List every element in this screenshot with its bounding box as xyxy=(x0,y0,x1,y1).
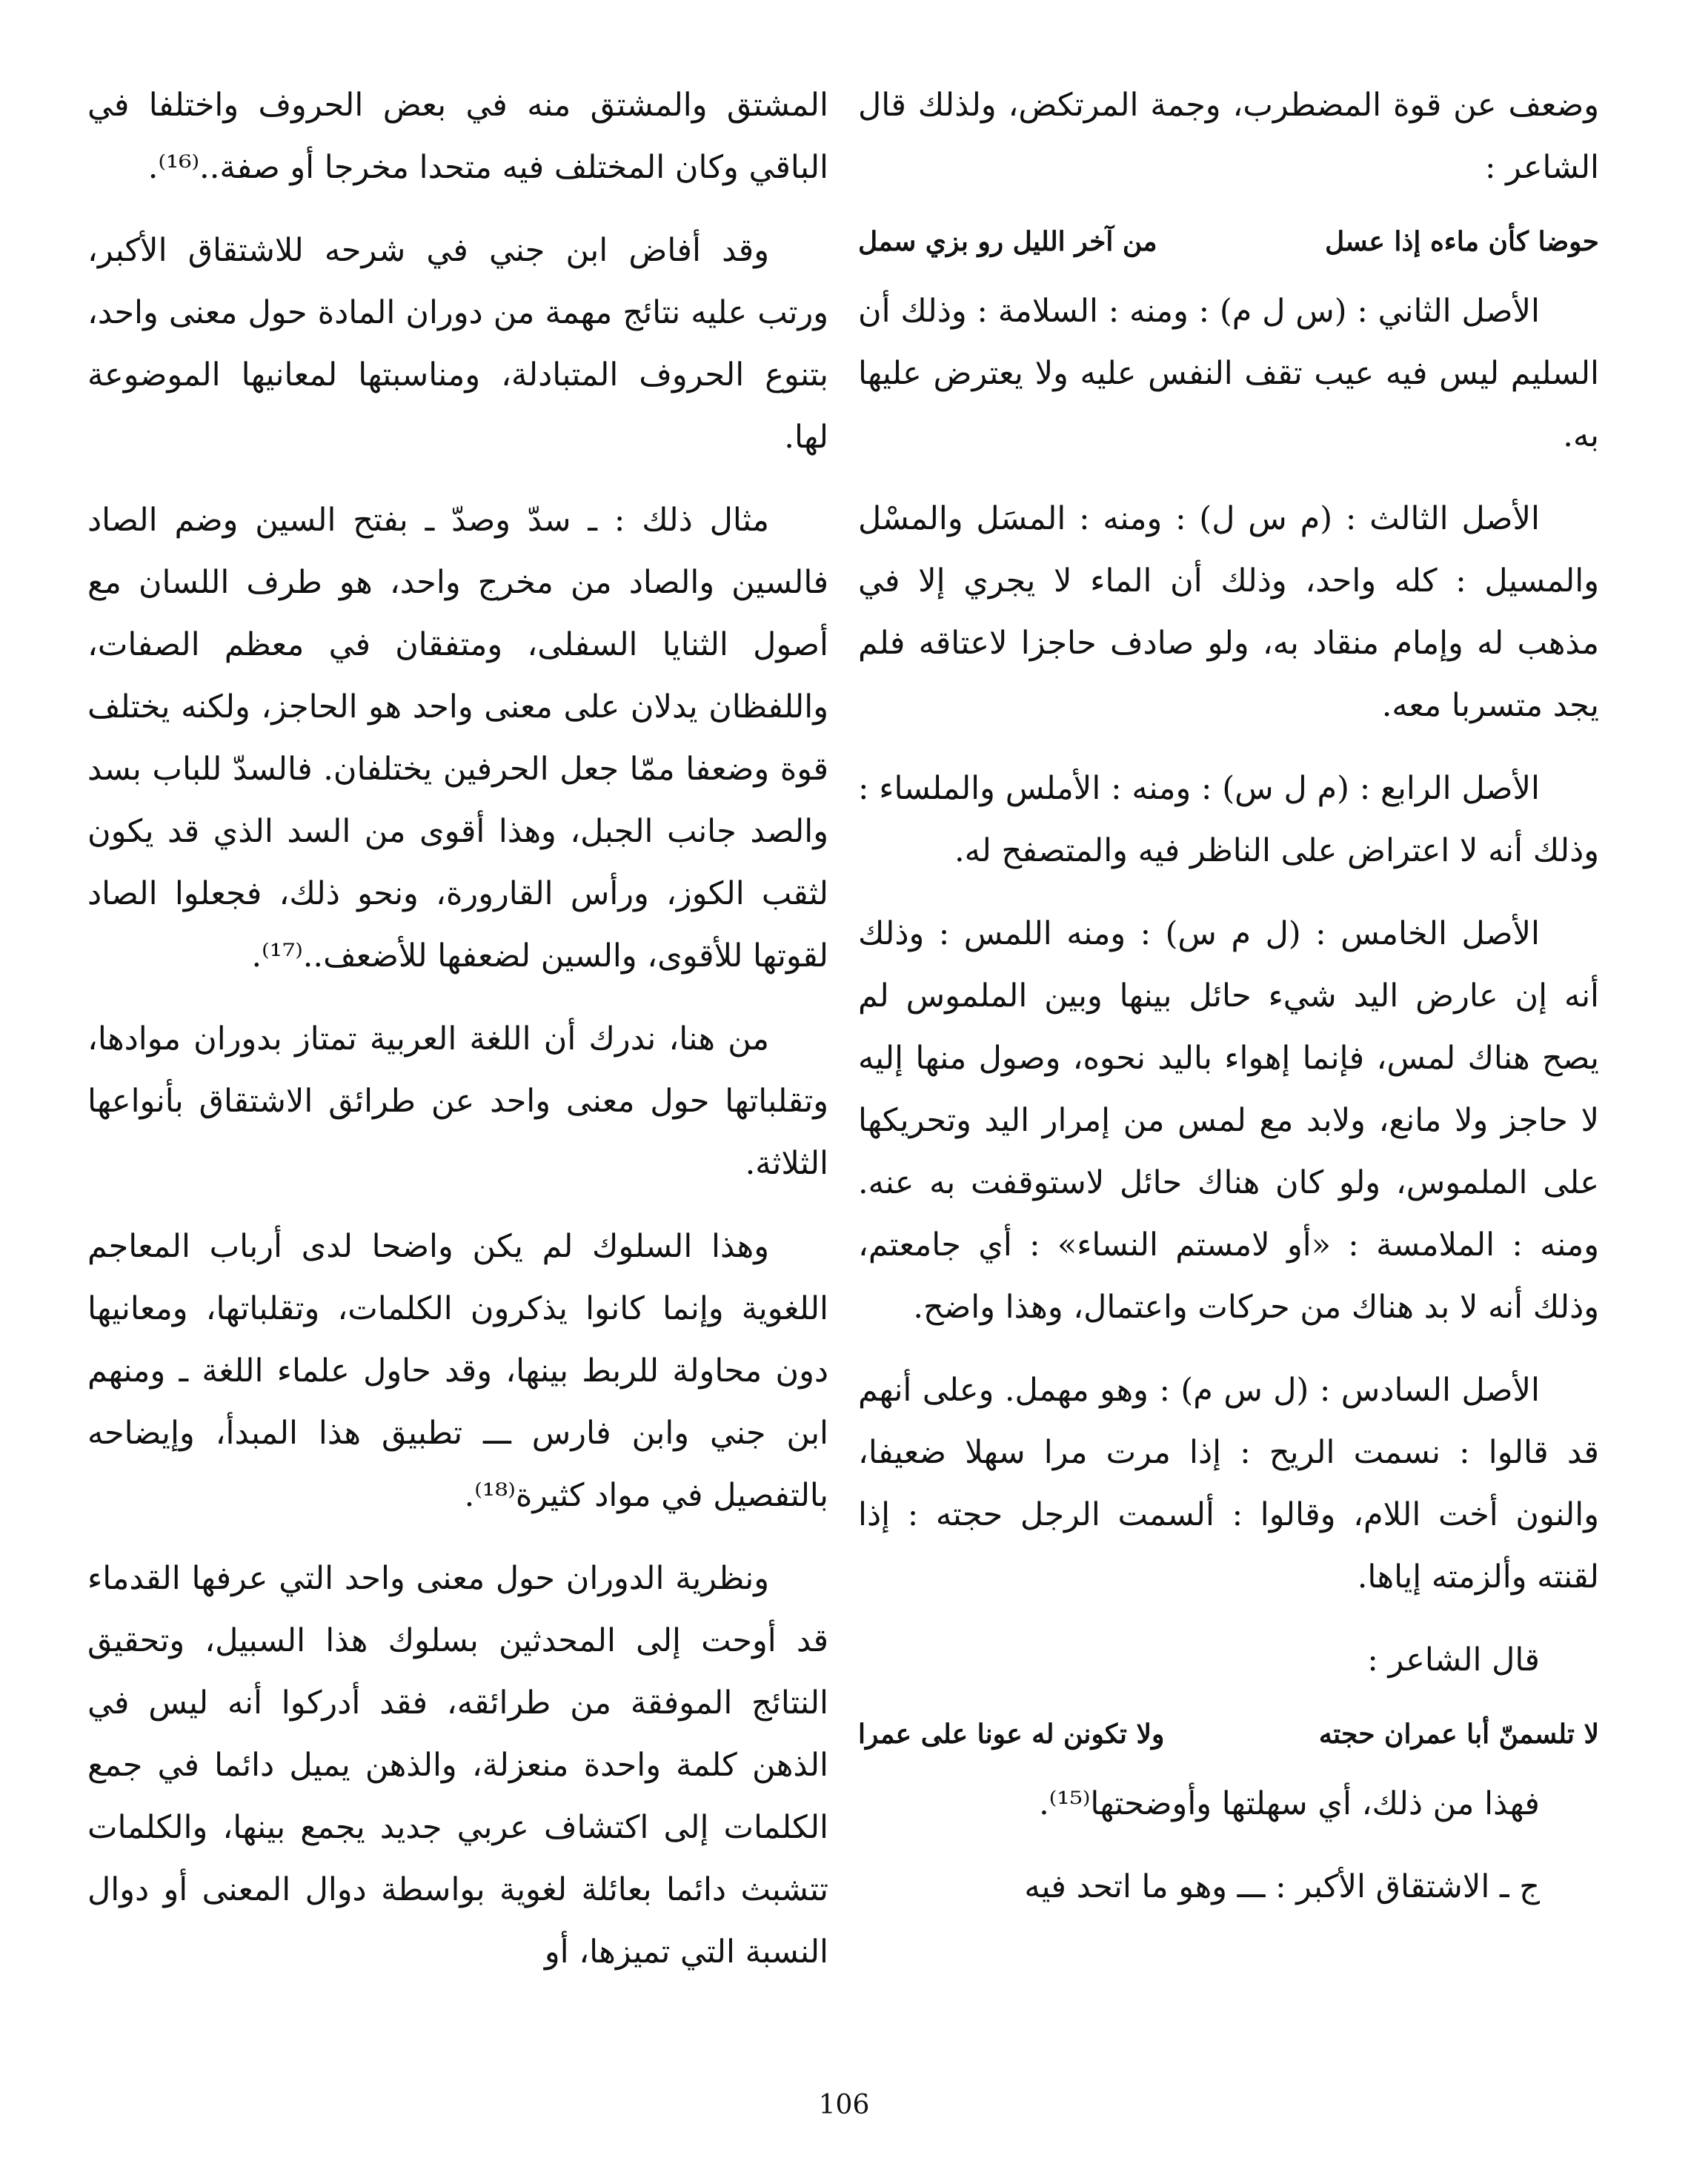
verse-first-hemistich: حوضا كأن ماءه إذا عسل xyxy=(1324,226,1599,257)
paragraph: مثال ذلك : ـ سدّ وصدّ ـ بفتح السين وضم الصاد فالسين والصاد من مخرج واحد، هو طرف اللسان مع أصول الثنايا السفلى، ومتفقان في معظم الصفات، واللفظان يدلان على معنى واحد هو الحاجز، ولكنه يختلف قوة وضعفا ممّا جعل الحرفين يختلفان. فالسدّ للباب بسد والصد جانب الجبل، وهذا أقوى من السد الذي قد يكون لثقب الكوز، ورأس القارورة، ونحو ذلك، فجعلوا الصاد لقوتها للأقوى، والسين لضعفها للأضعف..⁽¹⁷⁾. xyxy=(87,502,828,975)
paragraph: الأصل الثالث : (م س ل) : ومنه : المسَل والمسْل والمسيل : كله واحد، وذلك أن الماء لا يجري إلا في مذهب له وإمام منقاد به، ولو صادف حاجزا لاعتاقه فلم يجد متسربا معه. xyxy=(858,500,1599,724)
paragraph: الأصل السادس : (ل س م) : وهو مهمل. وعلى أنهم قد قالوا : نسمت الريح : إذا مرت مرا سهلا ضعيفا، والنون أخت اللام، وقالوا : ألسمت الرجل حجته : إذا لقنته وألزمته إياها. xyxy=(858,1372,1599,1596)
poetry-verse xyxy=(858,219,1599,264)
verse-second-hemistich: من آخر الليل رو بزي سمل xyxy=(858,226,1157,257)
paragraph: وضعف عن قوة المضطرب، وجمة المرتكض، ولذلك قال الشاعر : xyxy=(858,87,1599,186)
paragraph: ج ـ الاشتقاق الأكبر : ـــ وهو ما اتحد فيه xyxy=(1024,1868,1540,1905)
paragraph: فهذا من ذلك، أي سهلتها وأوضحتها⁽¹⁵⁾. xyxy=(1039,1785,1540,1822)
paragraph: الأصل الثاني : (س ل م) : ومنه : السلامة : وذلك أن السليم ليس فيه عيب تقف النفس عليه ولا يعترض عليها به. xyxy=(858,293,1599,454)
left-column xyxy=(87,74,828,2004)
paragraph: الأصل الخامس : (ل م س) : ومنه اللمس : وذلك أنه إن عارض اليد شيء حائل بينها وبين الملموس لم يصح هناك لمس، فإنما إهواء باليد نحوه، وصول منها إليه لا حاجز ولا مانع، ولابد مع لمس من إمرار اليد وتحريكها على الملموس، ولو كان هناك حائل لاستوقفت به عنه. ومنه : الملامسة : «أو لامستم النساء» : أي جامعتم، وذلك أنه لا بد هناك من حركات واعتمال، وهذا واضح. xyxy=(858,915,1599,1326)
paragraph: وقد أفاض ابن جني في شرحه للاشتقاق الأكبر، ورتب عليه نتائج مهمة من دوران المادة حول معنى واحد، بتنوع الحروف المتبادلة، ومناسبتها لمعانيها الموضوعة لها. xyxy=(87,232,828,456)
paragraph: ونظرية الدوران حول معنى واحد التي عرفها القدماء قد أوحت إلى المحدثين بسلوك هذا السبيل، وتحقيق النتائج الموفقة من طرائقه، فقد أدركوا أنه ليس في الذهن كلمة واحدة منعزلة، والذهن يميل دائما في جمع الكلمات إلى اكتشاف عربي جديد يجمع بينها، والكلمات تتشبث دائما بعائلة لغوية بواسطة دوال المعنى أو دوال النسبة التي تميزها، أو xyxy=(87,1560,828,1971)
paragraph: قال الشاعر : xyxy=(1367,1642,1540,1679)
verse-second-hemistich: ولا تكونن له عونا على عمرا xyxy=(858,1719,1165,1750)
paragraph: وهذا السلوك لم يكن واضحا لدى أرباب المعاجم اللغوية وإنما كانوا يذكرون الكلمات، وتقلباتها، ومعانيها دون محاولة للربط بينها، وقد حاول علماء اللغة ـ ومنهم ابن جني وابن فارس ـــ تطبيق هذا المبدأ، وإيضاحه بالتفصيل في مواد كثيرة⁽¹⁸⁾. xyxy=(87,1228,828,1514)
verse-first-hemistich: لا تلسمنّ أبا عمران حجته xyxy=(1318,1719,1599,1750)
paragraph: من هنا، ندرك أن اللغة العربية تمتاز بدوران موادها، وتقلباتها حول معنى واحد عن طرائق الاشتقاق بأنواعها الثلاثة. xyxy=(87,1020,828,1182)
paragraph: الأصل الرابع : (م ل س) : ومنه : الأملس والملساء : وذلك أنه لا اعتراض على الناظر فيه والمتصفح له. xyxy=(858,770,1599,869)
poetry-verse xyxy=(858,1712,1599,1756)
page-number: 106 xyxy=(818,2090,870,2120)
right-column xyxy=(858,74,1599,1939)
paragraph: المشتق والمشتق منه في بعض الحروف واختلفا في الباقي وكان المختلف فيه متحدا مخرجا أو صفة..⁽¹⁶⁾. xyxy=(87,87,828,186)
